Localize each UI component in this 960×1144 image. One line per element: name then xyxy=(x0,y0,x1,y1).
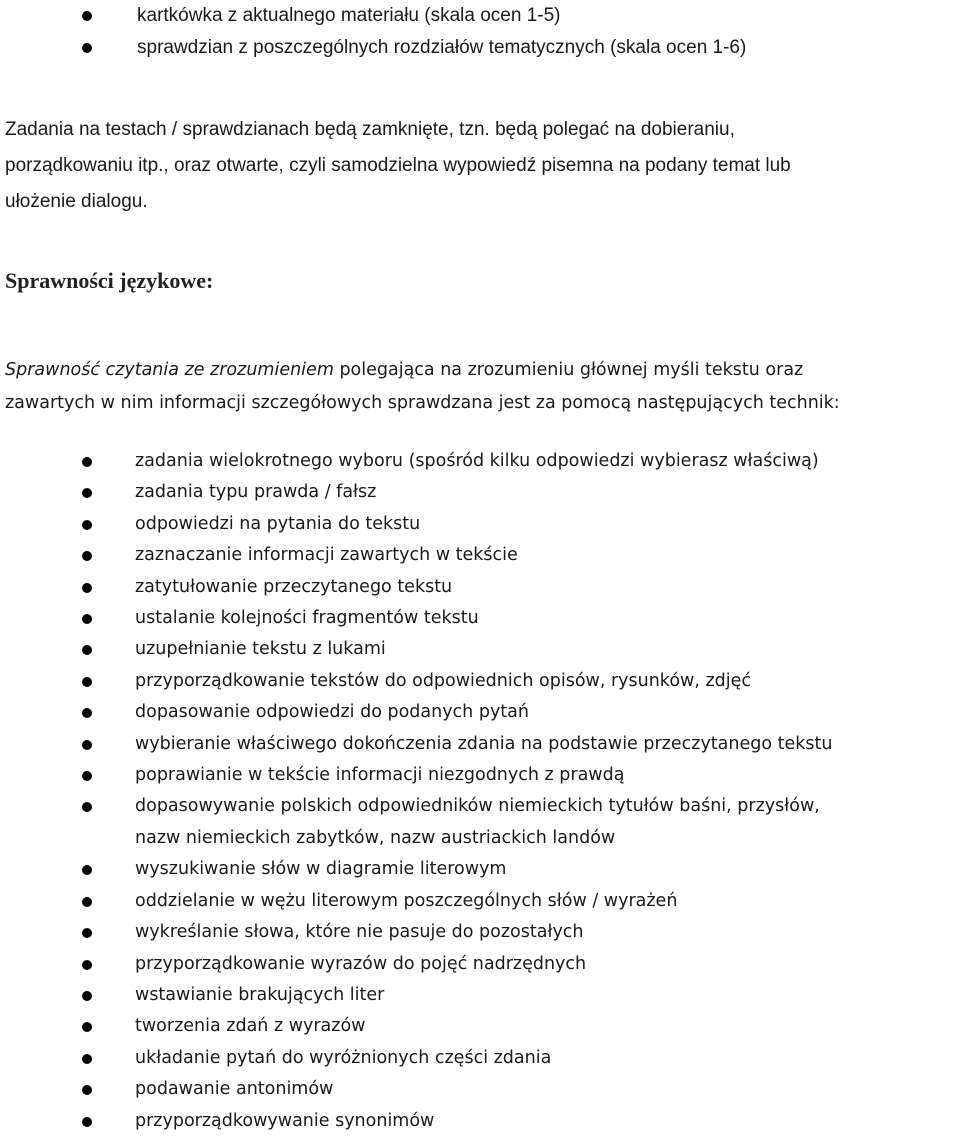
bullet-icon xyxy=(82,551,92,561)
bullet-icon xyxy=(82,928,92,938)
bullet-icon xyxy=(82,1054,92,1064)
list-item xyxy=(0,729,960,760)
list-item xyxy=(0,917,960,948)
intro-line-rest: polegająca na zrozumieniu głównej myśli tekstu oraz xyxy=(333,360,804,380)
list-item-text: wykreślanie słowa, które nie pasuje do pozostałych xyxy=(135,922,584,943)
bullet-icon xyxy=(82,771,92,781)
section-heading: Sprawności językowe: xyxy=(5,268,214,293)
list-item-text: nazw niemieckich zabytków, nazw austriackich landów xyxy=(135,827,616,848)
list-item-text: ustalanie kolejności fragmentów tekstu xyxy=(135,608,479,629)
bullet-icon xyxy=(82,960,92,970)
intro-line xyxy=(5,354,960,387)
list-item-text: oddzielanie w wężu literowym poszczególnych słów / wyrażeń xyxy=(135,890,678,911)
bullet-icon xyxy=(82,645,92,655)
list-item-text: zatytułowanie przeczytanego tekstu xyxy=(135,576,453,597)
list-item xyxy=(0,509,960,540)
bullet-icon xyxy=(82,488,92,498)
list-item xyxy=(0,791,960,854)
bullet-icon xyxy=(82,11,92,21)
list-item xyxy=(0,603,960,634)
list-item-text: zadania wielokrotnego wyboru (spośród kilku odpowiedzi wybierasz właściwą) xyxy=(135,451,819,471)
list-item xyxy=(0,886,960,917)
bullet-icon xyxy=(82,802,92,812)
bullet-icon xyxy=(82,991,92,1001)
techniques-list xyxy=(0,446,960,1137)
list-item xyxy=(0,446,960,477)
list-item xyxy=(0,0,960,32)
bullet-icon xyxy=(82,1085,92,1095)
list-item-text: dopasowanie odpowiedzi do podanych pytań xyxy=(135,702,529,723)
list-item-text: kartkówka z aktualnego materiału (skala ocen 1-5) xyxy=(137,5,561,26)
list-item xyxy=(0,854,960,885)
list-item xyxy=(0,1043,960,1074)
list-item-text: wstawianie brakujących liter xyxy=(135,984,385,1005)
bullet-icon xyxy=(82,865,92,875)
list-item xyxy=(0,697,960,728)
list-item xyxy=(0,1011,960,1042)
bullet-icon xyxy=(82,708,92,718)
list-item-text: układanie pytań do wyróżnionych części zdania xyxy=(135,1047,552,1068)
list-item-text: wybieranie właściwego dokończenia zdania na podstawie przeczytanego tekstu xyxy=(135,733,833,754)
tests-paragraph xyxy=(5,112,960,220)
list-item-text: przyporządkowywanie synonimów xyxy=(135,1110,435,1131)
bullet-icon xyxy=(82,457,92,467)
list-item-text: uzupełnianie tekstu z lukami xyxy=(135,639,386,660)
list-item-text: zadania typu prawda / fałsz xyxy=(135,482,377,503)
list-item xyxy=(0,666,960,697)
list-item-text: sprawdzian z poszczególnych rozdziałów tematycznych (skala ocen 1-6) xyxy=(137,37,747,58)
list-item xyxy=(0,980,960,1011)
list-item-text: odpowiedzi na pytania do tekstu xyxy=(135,513,421,534)
bullet-icon xyxy=(82,43,92,53)
list-item xyxy=(0,949,960,980)
intro-line: zawartych w nim informacji szczegółowych sprawdzana jest za pomocą następujących technik: xyxy=(5,393,840,413)
list-item-text: przyporządkowanie tekstów do odpowiednich opisów, rysunków, zdjęć xyxy=(135,670,752,691)
list-item xyxy=(0,760,960,791)
intro-emphasis: Sprawność czytania ze zrozumieniem xyxy=(5,360,334,380)
list-item xyxy=(0,572,960,603)
list-item-text: zaznaczanie informacji zawartych w tekście xyxy=(135,545,518,566)
list-item-text: wyszukiwanie słów w diagramie literowym xyxy=(135,859,507,880)
bullet-icon xyxy=(82,740,92,750)
list-item xyxy=(0,540,960,571)
reading-intro xyxy=(5,354,960,420)
paragraph-line: ułożenie dialogu. xyxy=(5,191,148,212)
list-item-text: poprawianie w tekście informacji niezgodnych z prawdą xyxy=(135,765,625,786)
paragraph-line: porządkowaniu itp., oraz otwarte, czyli samodzielna wypowiedź pisemna na podany temat lub xyxy=(5,155,791,176)
bullet-icon xyxy=(82,897,92,907)
list-item-text: podawanie antonimów xyxy=(135,1079,334,1100)
list-item xyxy=(0,32,960,64)
paragraph-line: Zadania na testach / sprawdzianach będą zamknięte, tzn. będą polegać na dobieraniu, xyxy=(5,119,735,140)
bullet-icon xyxy=(82,1022,92,1032)
list-item-text: dopasowywanie polskich odpowiedników niemieckich tytułów baśni, przysłów, xyxy=(135,796,820,817)
list-item-text: tworzenia zdań z wyrazów xyxy=(135,1016,366,1037)
list-item xyxy=(0,477,960,508)
bullet-icon xyxy=(82,1117,92,1127)
bullet-icon xyxy=(82,614,92,624)
list-item-text: przyporządkowanie wyrazów do pojęć nadrzędnych xyxy=(135,953,587,974)
bullet-icon xyxy=(82,677,92,687)
list-item xyxy=(0,634,960,665)
assessment-list xyxy=(0,0,960,64)
list-item xyxy=(0,1106,960,1137)
list-item xyxy=(0,1074,960,1105)
bullet-icon xyxy=(82,520,92,530)
bullet-icon xyxy=(82,583,92,593)
